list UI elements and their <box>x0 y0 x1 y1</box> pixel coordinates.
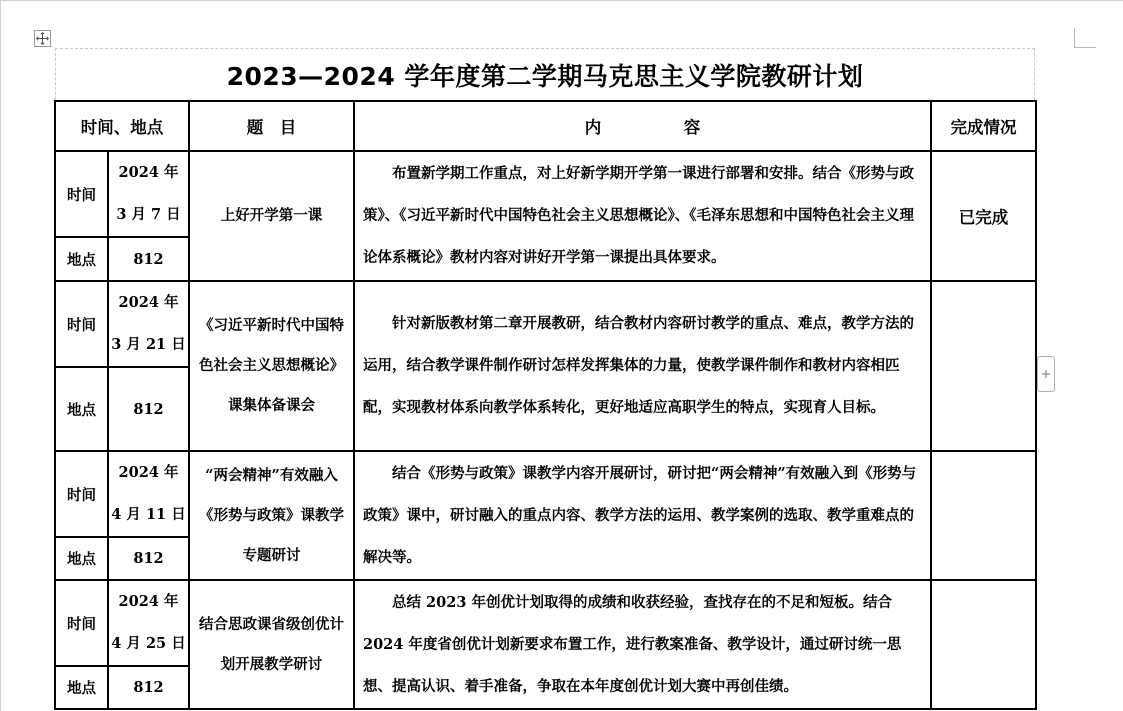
date-day: 3 月 7 日 <box>116 206 181 223</box>
place-label[interactable]: 地点 <box>55 237 108 281</box>
page-title: 2023—2024 学年度第二学期马克思主义学院教研计划 <box>226 61 864 91</box>
place-cell[interactable]: 812 <box>108 237 189 281</box>
place-label[interactable]: 地点 <box>55 537 108 580</box>
date-day: 4 月 11 日 <box>111 506 186 523</box>
header-topic[interactable]: 题 目 <box>189 101 354 151</box>
status-text: 已完成 <box>958 208 1009 227</box>
place-label[interactable]: 地点 <box>55 666 108 709</box>
content-cell[interactable]: 针对新版教材第二章开展教研，结合教材内容研讨教学的重点、难点，教学方法的运用，结合教学课件制作研讨怎样发挥集体的力量，使教学课件制作和教材内容相匹配，实现教材体系向教学体系转化，更好地适应高职学生的特点，实现育人目标。 <box>354 281 931 451</box>
date-cell[interactable] <box>108 580 189 666</box>
status-cell[interactable] <box>931 451 1036 580</box>
content-cell[interactable]: 总结 2023 年创优计划取得的成绩和收获经验，查找存在的不足和短板。结合 2024 年度省创优计划新要求布置工作，进行教案准备、教学设计，通过研讨统一思想、提高认识、着手准备，争取在本年度创优计划大赛中再创佳绩。 <box>354 580 931 709</box>
table-row <box>55 580 1036 666</box>
page-edge-left <box>0 0 1 711</box>
page-edge-top <box>0 0 1123 1</box>
place-cell[interactable]: 812 <box>108 367 189 451</box>
status-cell[interactable] <box>931 580 1036 709</box>
date-year: 2024 年 <box>118 164 179 181</box>
time-label[interactable]: 时间 <box>55 580 108 666</box>
topic-cell[interactable]: 结合思政课省级创优计划开展教学研讨 <box>189 580 354 709</box>
header-content[interactable]: 内 容 <box>354 101 931 151</box>
header-status[interactable]: 完成情况 <box>931 101 1036 151</box>
topic-cell[interactable]: 上好开学第一课 <box>189 151 354 281</box>
content-cell[interactable]: 结合《形势与政策》课教学内容开展研讨，研讨把“两会精神”有效融入到《形势与政策》课中，研讨融入的重点内容、教学方法的运用、教学案例的选取、教学重难点的解决等。 <box>354 451 931 580</box>
page-corner-mark <box>1074 28 1096 48</box>
time-label[interactable]: 时间 <box>55 451 108 537</box>
add-column-plus-icon[interactable] <box>1037 356 1055 392</box>
date-year: 2024 年 <box>118 593 179 610</box>
place-label[interactable]: 地点 <box>55 367 108 451</box>
header-time-place[interactable]: 时间、地点 <box>55 101 189 151</box>
date-day: 4 月 25 日 <box>111 635 186 652</box>
header-row <box>55 101 1036 151</box>
date-cell[interactable] <box>108 151 189 237</box>
date-cell[interactable] <box>108 451 189 537</box>
date-day: 3 月 21 日 <box>111 336 186 353</box>
table-row <box>55 281 1036 367</box>
status-cell[interactable] <box>931 281 1036 451</box>
table-row <box>55 451 1036 537</box>
place-cell[interactable]: 812 <box>108 537 189 580</box>
plan-table <box>54 100 1037 710</box>
date-cell[interactable] <box>108 281 189 367</box>
topic-cell[interactable]: 《习近平新时代中国特色社会主义思想概论》课集体备课会 <box>189 281 354 451</box>
table-row <box>55 151 1036 237</box>
date-year: 2024 年 <box>118 464 179 481</box>
title-row <box>55 48 1035 100</box>
table-move-handle-icon[interactable] <box>34 30 51 47</box>
date-year: 2024 年 <box>118 294 179 311</box>
place-cell[interactable]: 812 <box>108 666 189 709</box>
topic-cell[interactable]: “两会精神”有效融入《形势与政策》课教学专题研讨 <box>189 451 354 580</box>
time-label[interactable]: 时间 <box>55 281 108 367</box>
status-cell[interactable] <box>931 151 1036 281</box>
time-label[interactable]: 时间 <box>55 151 108 237</box>
content-cell[interactable]: 布置新学期工作重点，对上好新学期开学第一课进行部署和安排。结合《形势与政策》、《习近平新时代中国特色社会主义思想概论》、《毛泽东思想和中国特色社会主义理论体系概论》教材内容对讲好开学第一课提出具体要求。 <box>354 151 931 281</box>
